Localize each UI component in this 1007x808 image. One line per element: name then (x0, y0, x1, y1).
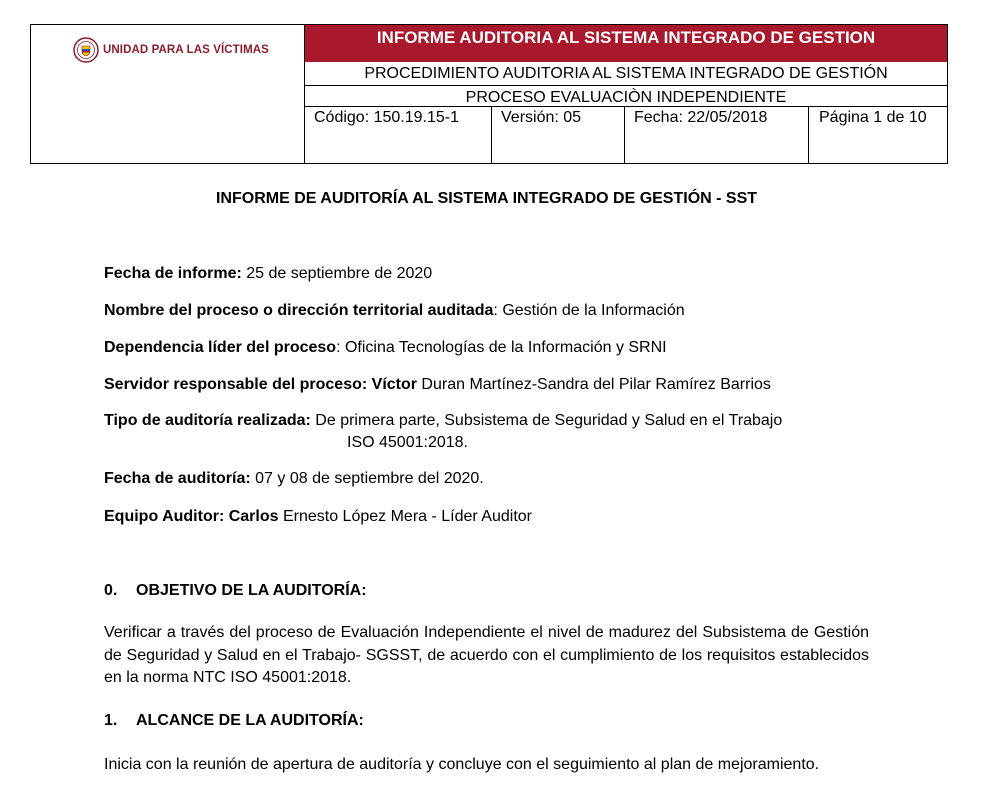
section-number: 1. (104, 712, 118, 729)
dependency-value: : Oficina Tecnologías de la Información y SRNI (336, 339, 667, 356)
document-date: Fecha: 22/05/2018 (625, 107, 809, 163)
audit-team-field (104, 506, 532, 528)
process-value: : Gestión de la Información (493, 302, 685, 319)
document-version: Versión: 05 (492, 107, 625, 163)
report-date-label: Fecha de informe: (104, 265, 242, 282)
process-label: Nombre del proceso o dirección territorial auditada (104, 302, 494, 319)
audit-type-continuation: ISO 45001:2018. (347, 434, 468, 451)
section-title: ALCANCE DE LA AUDITORÍA: (136, 712, 364, 729)
section-heading-scope (104, 712, 364, 730)
report-banner-title: INFORME AUDITORIA AL SISTEMA INTEGRADO DE GESTION (305, 25, 947, 62)
dependency-field (104, 337, 667, 359)
audit-team-label: Equipo Auditor: Carlos (104, 508, 279, 525)
header-meta-row (305, 106, 947, 163)
report-date-value: 25 de septiembre de 2020 (241, 265, 433, 282)
responsible-field (104, 374, 771, 396)
logo-text: UNIDAD PARA LAS VÍCTIMAS (103, 44, 269, 56)
section-title: OBJETIVO DE LA AUDITORÍA: (136, 582, 367, 599)
audit-team-value: Ernesto López Mera - Líder Auditor (278, 508, 532, 525)
procedure-title: PROCEDIMIENTO AUDITORIA AL SISTEMA INTEGRADO DE GESTIÓN (305, 62, 947, 86)
section-number: 0. (104, 582, 118, 599)
process-title: PROCESO EVALUACIÒN INDEPENDIENTE (465, 89, 787, 106)
audit-type-label: Tipo de auditoría realizada: (104, 412, 311, 429)
coat-of-arms-icon (73, 37, 99, 63)
objective-paragraph: Verificar a través del proceso de Evaluación Independiente el nivel de madurez del Subsistema de Gestión de Seguridad y Salud en el Trabajo- SGSST, de acuerdo con el cumplimiento de los requisitos establecidos en la norma NTC ISO 45001:2018. (104, 624, 869, 686)
report-date-field (104, 263, 432, 285)
responsible-label: Servidor responsable del proceso: Víctor (104, 376, 417, 393)
dependency-label: Dependencia líder del proceso (104, 339, 337, 356)
audit-date-field (104, 468, 484, 490)
process-field (104, 300, 685, 322)
audit-type-value: De primera parte, Subsistema de Seguridad y Salud en el Trabajo (310, 412, 783, 429)
audit-type-field (104, 410, 782, 432)
audit-date-label: Fecha de auditoría: (104, 470, 251, 487)
responsible-value: Duran Martínez-Sandra del Pilar Ramírez Barrios (416, 376, 771, 393)
logo (73, 37, 269, 63)
logo-cell (31, 25, 305, 163)
report-title: INFORME DE AUDITORÍA AL SISTEMA INTEGRADO DE GESTIÓN - SST (215, 190, 758, 207)
audit-date-value: 07 y 08 de septiembre del 2020. (250, 470, 484, 487)
page-number: Página 1 de 10 (819, 109, 927, 126)
document-code: Código: 150.19.15-1 (305, 107, 492, 163)
document-header (30, 24, 948, 164)
section-heading-objective (104, 582, 367, 600)
scope-paragraph: Inicia con la reunión de apertura de auditoría y concluye con el seguimiento al plan de mejoramiento. (104, 756, 820, 773)
